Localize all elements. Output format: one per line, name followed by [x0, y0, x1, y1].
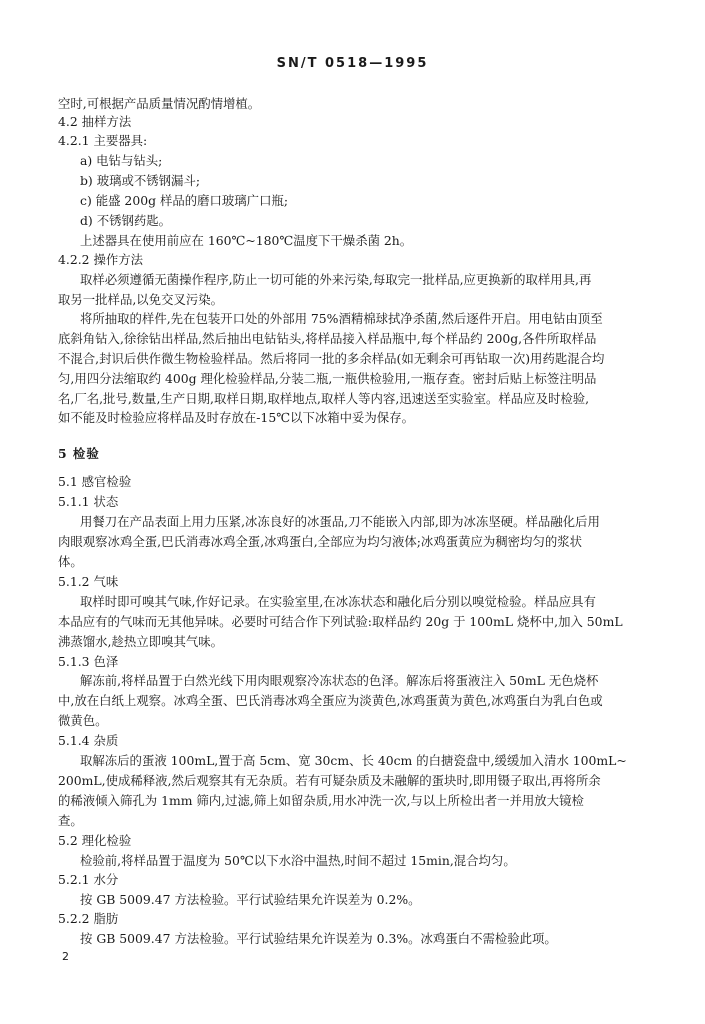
text-line: 名,厂名,批号,数量,生产日期,取样日期,取样地点,取样人等内容,迅速送至实验室。样品应及时检验,	[58, 391, 590, 406]
section-heading: 4.2.1 主要器具:	[58, 133, 148, 148]
list-item: c) 能盛 200g 样品的磨口玻璃广口瓶;	[80, 193, 289, 208]
text-line: 检验前,将样品置于温度为 50℃以下水浴中温热,时间不超过 15min,混合均匀。	[80, 853, 516, 868]
section-heading: 5.1.4 杂质	[58, 733, 119, 748]
text-line: 匀,用四分法缩取约 400g 理化检验样品,分装二瓶,一瓶供检验用,一瓶存查。密封后贴上标签注明品	[58, 371, 597, 386]
text-line: 沸蒸馏水,趁热立即嗅其气味。	[58, 634, 224, 649]
text-line: 用餐刀在产品表面上用力压紧,冰冻良好的冰蛋品,刀不能嵌入内部,即为冰冻坚硬。样品融化后用	[80, 514, 600, 529]
chapter-heading: 5 检验	[58, 446, 100, 461]
standard-code-header: SN/T 0518—1995	[276, 56, 429, 71]
text-line: 按 GB 5009.47 方法检验。平行试验结果允许误差为 0.3%。冰鸡蛋白不需检验此项。	[80, 931, 557, 946]
text-line: 查。	[58, 813, 83, 828]
text-line: 体。	[58, 554, 83, 569]
text-line: 如不能及时检验应将样品及时存放在-15℃以下冰箱中妥为保存。	[58, 410, 414, 425]
text-line: 不混合,封识后供作微生物检验样品。然后将同一批的多余样品(如无剩余可再钻取一次)用药匙混合均	[58, 351, 605, 366]
section-heading: 5.2.2 脂肪	[58, 911, 119, 926]
text-line: 按 GB 5009.47 方法检验。平行试验结果允许误差为 0.2%。	[80, 892, 421, 907]
text-line: 将所抽取的样件,先在包装开口处的外部用 75%酒精棉球拭净杀菌,然后逐件开启。用电钻由顶至	[80, 311, 603, 326]
text-line: 底斜角钻入,徐徐钻出样品,然后抽出电钻钻头,将样品接入样品瓶中,每个样品约 200g,各件所取样品	[58, 331, 597, 346]
text-line: 本品应有的气味而无其他异味。必要时可结合作下列试验:取样品约 20g 于 100mL 烧杯中,加入 50mL	[58, 614, 623, 629]
text-line: 取解冻后的蛋液 100mL,置于高 5cm、宽 30cm、长 40cm 的白搪瓷盘中,缓缓加入清水 100mL~	[80, 753, 627, 768]
section-heading: 5.2 理化检验	[58, 833, 132, 848]
page-number: 2	[62, 950, 69, 963]
text-line: 微黄色。	[58, 713, 108, 728]
text-line: 取另一批样品,以免交叉污染。	[58, 292, 224, 307]
text-line: 200mL,使成稀释液,然后观察其有无杂质。若有可疑杂质及未融解的蛋块时,即用镊子取出,再将所余	[58, 773, 601, 788]
list-item: d) 不锈钢药匙。	[80, 213, 172, 228]
section-heading: 4.2 抽样方法	[58, 114, 132, 129]
list-item: a) 电钻与钻头;	[80, 153, 163, 168]
text-line: 解冻前,将样品置于白然光线下用肉眼观察冷冻状态的色泽。解冻后将蛋液注入 50mL 无色烧杯	[80, 673, 599, 688]
list-item: b) 玻璃或不锈钢漏斗;	[80, 173, 201, 188]
text-line: 的稀液倾入筛孔为 1mm 筛内,过滤,筛上如留杂质,用水冲洗一次,与以上所检出者一并用放大镜检	[58, 793, 584, 808]
section-heading: 5.1.1 状态	[58, 494, 119, 509]
section-heading: 5.1.3 色泽	[58, 654, 119, 669]
section-heading: 4.2.2 操作方法	[58, 252, 144, 267]
text-line: 取样必须遵循无菌操作程序,防止一切可能的外来污染,每取完一批样品,应更换新的取样用具,再	[80, 272, 592, 287]
text-line: 取样时即可嗅其气味,作好记录。在实验室里,在冰冻状态和融化后分别以嗅觉检验。样品应具有	[80, 594, 596, 609]
text-line: 空时,可根据产品质量情况酌情增植。	[58, 96, 261, 111]
section-heading: 5.2.1 水分	[58, 872, 119, 887]
section-heading: 5.1 感官检验	[58, 474, 132, 489]
text-line: 中,放在白纸上观察。冰鸡全蛋、巴氏消毒冰鸡全蛋应为淡黄色,冰鸡蛋黄为黄色,冰鸡蛋白为乳白色或	[58, 693, 603, 708]
section-heading: 5.1.2 气味	[58, 574, 119, 589]
text-line: 肉眼观察冰鸡全蛋,巴氏消毒冰鸡全蛋,冰鸡蛋白,全部应为均匀液体;冰鸡蛋黄应为稠密均匀的浆状	[58, 534, 583, 549]
text-line: 上述器具在使用前应在 160℃~180℃温度下干燥杀菌 2h。	[80, 233, 413, 248]
